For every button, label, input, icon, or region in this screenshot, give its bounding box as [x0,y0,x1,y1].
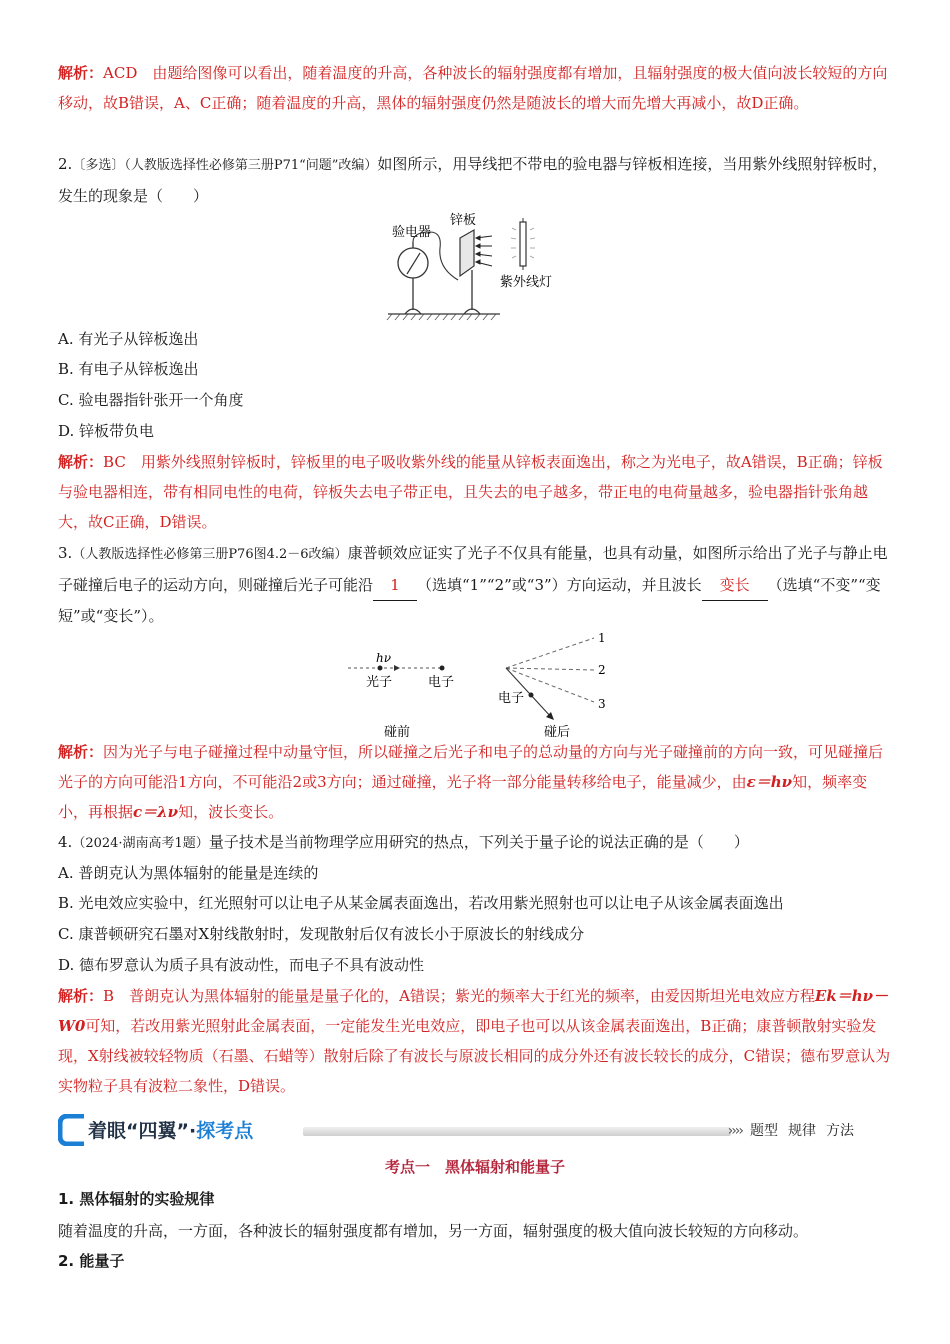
fig-label-hv: hν [376,651,392,665]
banner-bar [303,1127,731,1136]
q3-number: 3. [58,544,73,562]
q3-analysis-c: 知，波长变长。 [178,803,284,821]
q2-analysis-text: 用紫外线照射锌板时，锌板里的电子吸收紫外线的能量从锌板表面逸出，称之为光电子，故A错误，B正确；锌板与验电器相连，带有相同电性的电荷，锌板失去电子带正电，且失去的电子越多，带正电的电荷量越多，验电器指针张角越大，故C正确，D错误。 [58,453,883,531]
analysis-label: 解析： [58,453,104,471]
q4-number: 4. [58,833,73,851]
banner-title-a: 着眼“四翼” [88,1120,189,1142]
photon-dot [378,666,383,671]
fig-label-uv-lamp: 紫外线灯 [500,275,553,290]
q3-analysis-b: 知，频率变小，再根据 [58,773,868,821]
q3-source: （人教版选择性必修第三册P76图4.2－6改编） [72,547,348,562]
banner-tag-3: 方法 [826,1123,854,1139]
electron-after-dot [529,693,534,698]
q2-analysis [58,447,892,537]
fig-label-after: 碰后 [544,725,571,740]
q1-answer: ACD [103,64,138,82]
q4-analysis-b: 可知，若改用紫光照射此金属表面，一定能发生光电效应，即电子也可以从该金属表面逸出，B正确；康普顿散射实验发现，X射线被较轻物质（石墨、石蜡等）散射后除了有波长与原波长相同的成分外还有波长较长的成分，C错误；德布罗意认为实物粒子具有波粒二象性，D错误。 [58,1017,891,1095]
q2-option-a: A. 有光子从锌板逸出 [58,330,199,348]
section-title: 考点一 黑体辐射和能量子 [384,1158,565,1176]
q2-tag: 〔多选〕 [72,158,125,173]
q1-analysis [58,58,892,118]
q4-stem [58,827,892,859]
banner-arrows-icon: ›››› [727,1123,742,1139]
fig-label-d3: 3 [598,697,606,711]
q4-analysis [58,981,892,1101]
analysis-label: 解析： [58,64,104,82]
direction-1 [506,638,594,668]
photon-arrow [394,665,400,671]
q4-source: （2024·湖南高考1题） [72,836,209,851]
uv-lamp [511,218,535,270]
q3-blank-2: 变长 [702,570,768,601]
q3-stem-c: （选填“不变”“变短”或“变长”）。 [58,576,881,625]
banner-tag-1: 题型 [750,1123,778,1139]
direction-2 [506,668,594,670]
q4-answer: B [103,987,115,1005]
q2-source: （人教版选择性必修第三册P71“问题”改编） [124,158,378,173]
banner-tag-2: 规律 [788,1123,816,1139]
section-heading-2: 2. 能量子 [58,1252,125,1270]
q3-formula-1: ε＝hν [746,773,793,791]
q2-option-c: C. 验电器指针张开一个角度 [58,391,244,409]
section-banner [58,1110,892,1150]
q3-stem [58,538,892,631]
q2-option-b: B. 有电子从锌板逸出 [58,360,199,378]
q2-answer: BC [103,453,126,471]
q1-analysis-text: 由题给图像可以看出，随着温度的升高，各种波长的辐射强度都有增加，且辐射强度的极大值向波长较短的方向移动，故B错误，A、C正确；随着温度的升高，黑体的辐射强度仍然是随波长的增大而先增大再减小，故D正确。 [58,64,888,112]
fig-label-electroscope: 验电器 [392,225,432,240]
banner-bracket-icon [58,1114,88,1146]
q3-blank-1: 1 [373,570,417,601]
analysis-label: 解析： [58,987,104,1005]
electroscope [398,242,428,314]
q4-option-b: B. 光电效应实验中，红光照射可以让电子从某金属表面逸出，若改用紫光照射也可以让电子从该金属表面逸出 [58,894,784,912]
banner-title-b: 探考点 [196,1120,254,1142]
q2-option-d: D. 锌板带负电 [58,422,155,440]
q2-number: 2. [58,155,73,173]
q3-analysis [58,737,892,827]
q3-stem-b: （选填“1”“2”或“3”）方向运动，并且波长 [417,576,702,594]
q4-analysis-a: 普朗克认为黑体辐射的能量是量子化的，A错误；紫光的频率大于红光的频率，由爱因斯坦光电效应方程 [129,987,815,1005]
q4-stem-text: 量子技术是当前物理学应用研究的热点，下列关于量子论的说法正确的是（ ） [208,833,749,851]
q2-stem [58,149,892,211]
section-paragraph-1: 随着温度的升高，一方面，各种波长的辐射强度都有增加，另一方面，辐射强度的极大值向波长较短的方向移动。 [58,1222,809,1240]
electron-dot [440,666,445,671]
zinc-plate [460,230,492,314]
q4-option-a: A. 普朗克认为黑体辐射的能量是连续的 [58,864,319,882]
fig-label-electron-after: 电子 [498,691,525,706]
fig-label-before: 碰前 [384,725,411,740]
q3-figure [340,628,620,740]
q4-option-d: D. 德布罗意认为质子具有波动性，而电子不具有波动性 [58,956,425,974]
fig-label-zinc-plate: 锌板 [450,213,477,228]
q2-figure [380,208,580,326]
fig-label-d1: 1 [598,631,606,645]
fig-label-photon: 光子 [366,675,393,690]
banner-title [88,1116,253,1143]
analysis-label: 解析： [58,743,104,761]
q2-stem-text: 如图所示，用导线把不带电的验电器与锌板相连接，当用紫外线照射锌板时，发生的现象是（ ） [58,155,888,205]
q4-formula: Ek＝hν－W0 [58,987,889,1035]
q3-analysis-a: 因为光子与电子碰撞过程中动量守恒，所以碰撞之后光子和电子的总动量的方向与光子碰撞前的方向一致，可见碰撞后光子的方向可能沿1方向，不可能沿2或3方向；通过碰撞，光子将一部分能量转移给电子，能量减少，由 [58,743,884,791]
q3-stem-a: 康普顿效应证实了光子不仅具有能量，也具有动量，如图所示给出了光子与静止电子碰撞后电子的运动方向，则碰撞后光子可能沿 [58,544,888,594]
section-heading-1: 1. 黑体辐射的实验规律 [58,1190,215,1208]
banner-tags [728,1120,854,1140]
banner-title-dot: · [188,1120,197,1142]
fig-label-electron: 电子 [428,675,455,690]
fig-label-d2: 2 [598,663,606,677]
q3-formula-2: c＝λν [133,803,179,821]
q4-option-c: C. 康普顿研究石墨对X射线散射时，发现散射后仅有波长小于原波长的射线成分 [58,925,585,943]
ground-hatch [387,314,496,320]
